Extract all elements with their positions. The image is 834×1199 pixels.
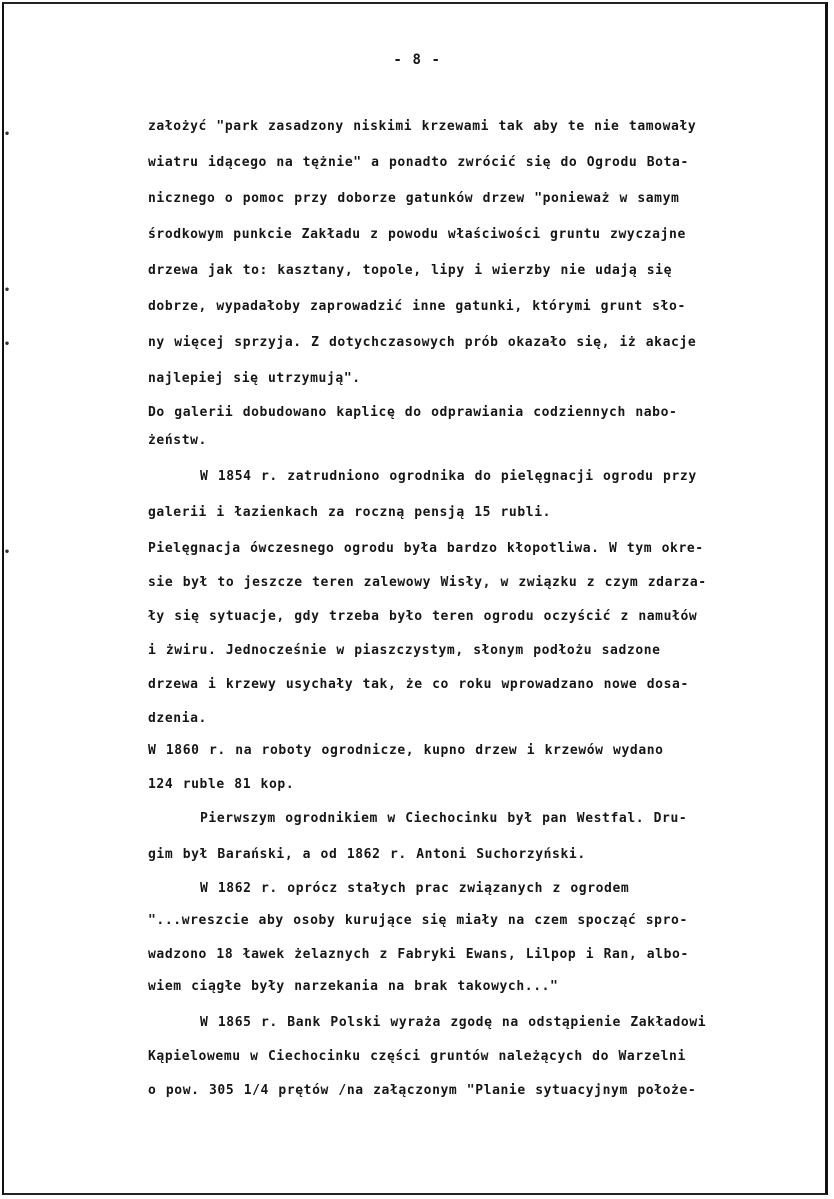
text-line: Pierwszym ogrodnikiem w Ciechocinku był pan Westfal. Dru- bbox=[200, 811, 688, 826]
text-line: nicznego o pomoc przy doborze gatunków drzew "ponieważ w samym bbox=[148, 191, 680, 206]
text-line: drzewa jak to: kasztany, topole, lipy i wierzby nie udają się bbox=[148, 263, 673, 278]
text-line: dobrze, wypadałoby zaprowadzić inne gatunki, którymi grunt sło- bbox=[148, 299, 686, 314]
text-line: i żwiru. Jednocześnie w piaszczystym, słonym podłożu sadzone bbox=[148, 643, 661, 658]
text-line: Pielęgnacja ówczesnego ogrodu była bardzo kłopotliwa. W tym okre- bbox=[148, 541, 704, 556]
text-line: W 1854 r. zatrudniono ogrodnika do pielęgnacji ogrodu przy bbox=[200, 469, 697, 484]
text-line: ny więcej sprzyja. Z dotychczasowych prób okazało się, iż akacje bbox=[148, 335, 697, 350]
scan-speck: • bbox=[4, 547, 11, 558]
text-line: W 1862 r. oprócz stałych prac związanych z ogrodem bbox=[200, 881, 630, 896]
text-line: drzewa i krzewy usychały tak, że co roku wprowadzano nowe dosa- bbox=[148, 677, 689, 692]
text-line: żeństw. bbox=[148, 433, 207, 448]
text-line: 124 ruble 81 kop. bbox=[148, 777, 295, 792]
text-line: dzenia. bbox=[148, 711, 207, 726]
text-line: założyć "park zasadzony niskimi krzewami tak aby te nie tamowały bbox=[148, 119, 697, 134]
text-line: wiatru idącego na tężnie" a ponadto zwrócić się do Ogrodu Bota- bbox=[148, 155, 689, 170]
text-line: wiem ciągłe były narzekania na brak takowych..." bbox=[148, 979, 559, 994]
page-number: - 8 - bbox=[393, 52, 441, 68]
text-line: W 1860 r. na roboty ogrodnicze, kupno drzew i krzewów wydano bbox=[148, 743, 664, 758]
text-line: W 1865 r. Bank Polski wyraża zgodę na odstąpienie Zakładowi bbox=[200, 1015, 707, 1030]
text-line: "...wreszcie aby osoby kurujące się miały na czem spocząć spro- bbox=[148, 913, 688, 928]
text-line: Kąpielowemu w Ciechocinku części gruntów należących do Warzelni bbox=[148, 1049, 686, 1064]
text-line: środkowym punkcie Zakładu z powodu właściwości gruntu zwyczajne bbox=[148, 227, 686, 242]
text-line: wadzono 18 ławek żelaznych z Fabryki Ewans, Lilpop i Ran, albo- bbox=[148, 947, 689, 962]
scan-speck: • bbox=[4, 129, 11, 140]
text-line: Do galerii dobudowano kaplicę do odprawiania codziennych nabo- bbox=[148, 405, 678, 420]
scan-speck: • bbox=[4, 285, 11, 296]
text-line: gim był Barański, a od 1862 r. Antoni Suchorzyński. bbox=[148, 847, 586, 862]
text-line: sie był to jeszcze teren zalewowy Wisły, w związku z czym zdarza- bbox=[148, 575, 707, 590]
text-line: ły się sytuacje, gdy trzeba było teren ogrodu oczyścić z namułów bbox=[148, 609, 698, 624]
text-line: galerii i łazienkach za roczną pensją 15 rubli. bbox=[148, 505, 552, 520]
text-line: najlepiej się utrzymują". bbox=[148, 371, 361, 386]
text-line: o pow. 305 1/4 prętów /na załączonym "Planie sytuacyjnym położe- bbox=[148, 1083, 697, 1098]
scan-speck: • bbox=[4, 339, 11, 350]
